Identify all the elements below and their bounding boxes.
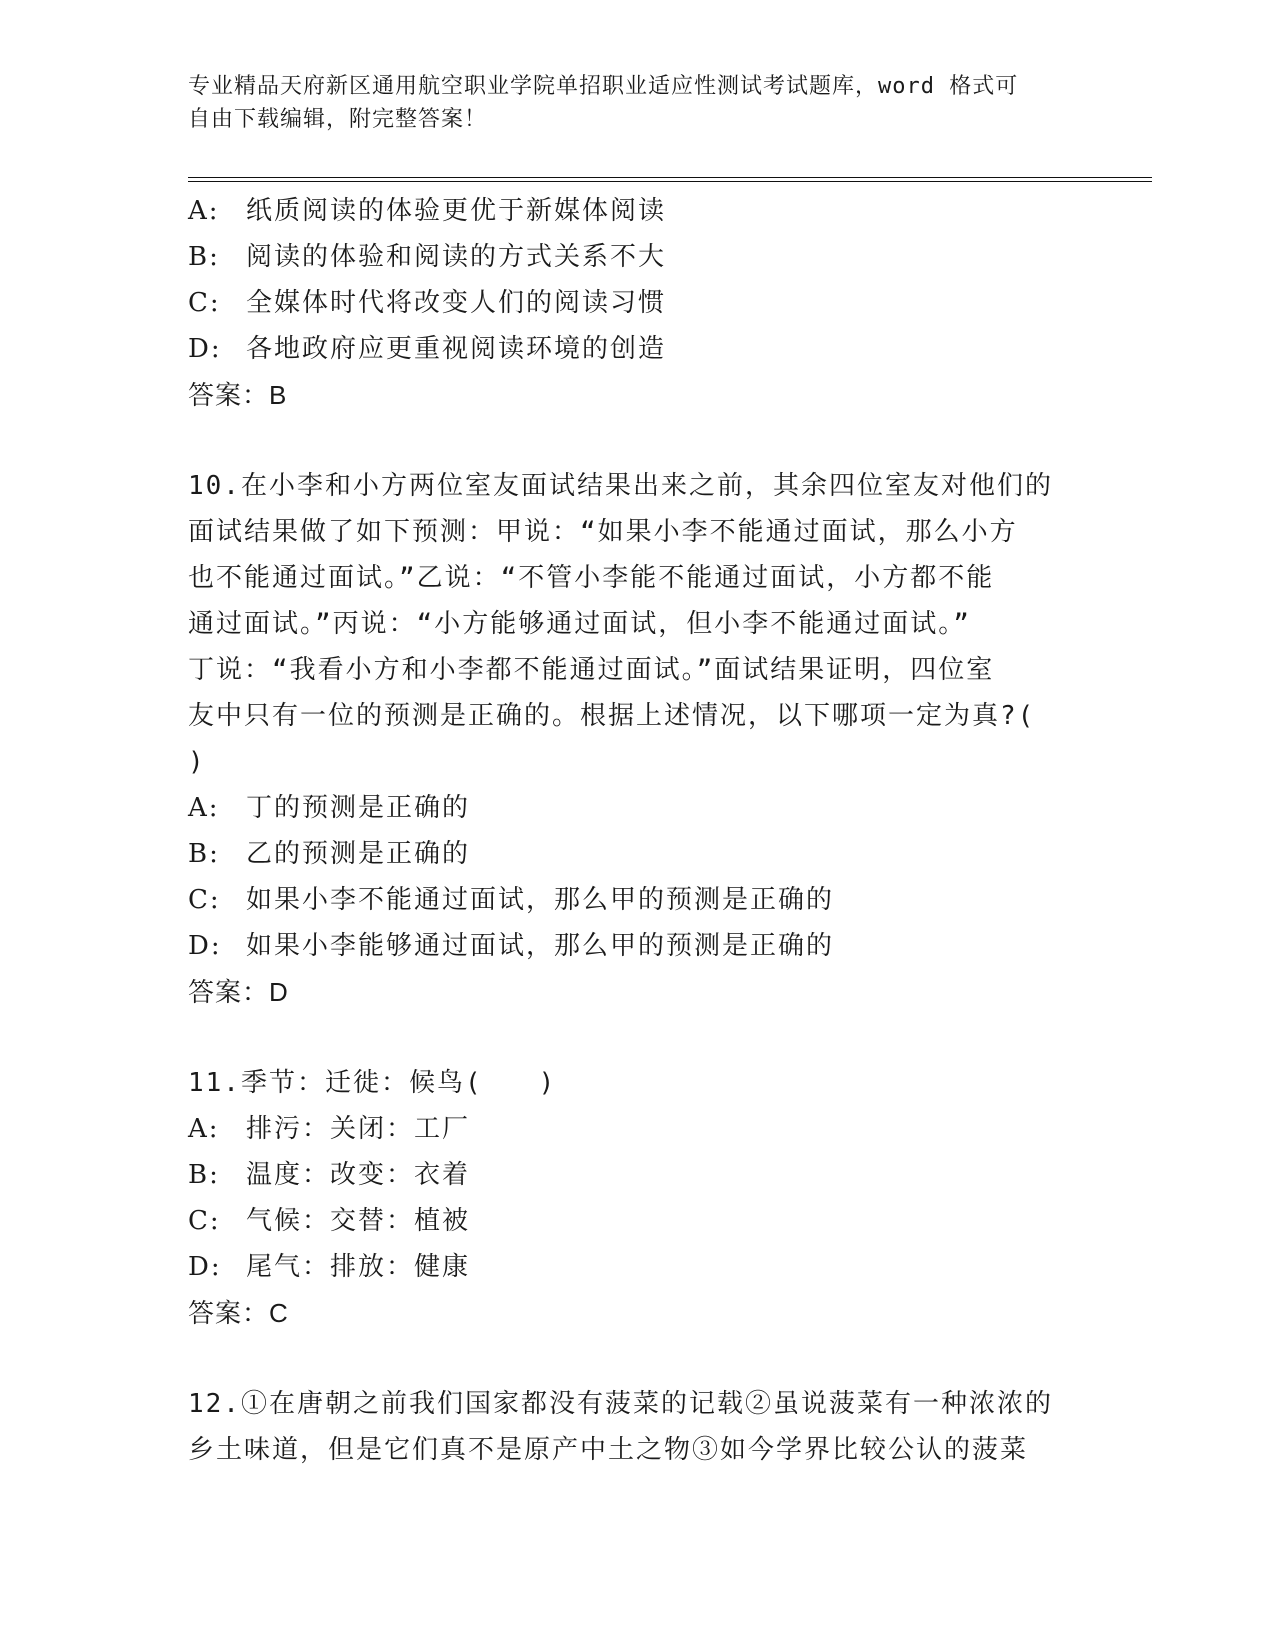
question-stem-line: ) [188,747,206,777]
answer-label: 答案：B [188,380,288,410]
option-a: A: 丁的预测是正确的 [188,793,471,823]
option-c: C: 全媒体时代将改变人们的阅读习惯 [188,288,667,318]
option-c: C: 气候：交替：植被 [188,1206,471,1236]
question-11 [188,1060,1088,1336]
question-10 [188,463,1088,1015]
header-line-2: 自由下载编辑，附完整答案！ [188,107,488,132]
option-d: D: 如果小李能够通过面试，那么甲的预测是正确的 [188,931,835,961]
option-a: A: 纸质阅读的体验更优于新媒体阅读 [188,196,667,226]
answer-label: 答案：C [188,1298,289,1328]
question-stem: 11.季节：迁徙：候鸟( ) [188,1068,557,1098]
question-stem-line: 丁说：“我看小方和小李都不能通过面试。”面试结果证明，四位室 [188,655,995,685]
question-9 [188,188,1088,418]
option-b: B: 乙的预测是正确的 [188,839,471,869]
question-stem-line: 也不能通过面试。”乙说：“不管小李能不能通过面试，小方都不能 [188,563,995,593]
question-stem-line: 通过面试。”丙说：“小方能够通过面试，但小李不能通过面试。” [188,609,971,639]
question-stem-line: 乡土味道，但是它们真不是原产中土之物③如今学界比较公认的菠菜 [188,1435,1029,1465]
page-header [188,70,1068,136]
question-stem-line: 面试结果做了如下预测：甲说：“如果小李不能通过面试，那么小方 [188,517,1018,547]
option-d: D: 尾气：排放：健康 [188,1252,471,1282]
question-stem-line: 友中只有一位的预测是正确的。根据上述情况，以下哪项一定为真?( [188,701,1036,731]
question-12 [188,1381,1088,1473]
option-b: B: 阅读的体验和阅读的方式关系不大 [188,242,667,272]
question-stem-line: 10.在小李和小方两位室友面试结果出来之前，其余四位室友对他们的 [188,471,1053,501]
answer-label: 答案：D [188,977,289,1007]
option-c: C: 如果小李不能通过面试，那么甲的预测是正确的 [188,885,835,915]
option-a: A: 排污：关闭：工厂 [188,1114,471,1144]
option-d: D: 各地政府应更重视阅读环境的创造 [188,334,667,364]
header-divider-bottom [188,181,1152,182]
option-b: B: 温度：改变：衣着 [188,1160,471,1190]
document-body [188,188,1088,1473]
question-stem-line: 12.①在唐朝之前我们国家都没有菠菜的记载②虽说菠菜有一种浓浓的 [188,1389,1053,1419]
header-line-1: 专业精品天府新区通用航空职业学院单招职业适应性测试考试题库，word 格式可 [188,74,1019,99]
header-divider-top [188,177,1152,178]
